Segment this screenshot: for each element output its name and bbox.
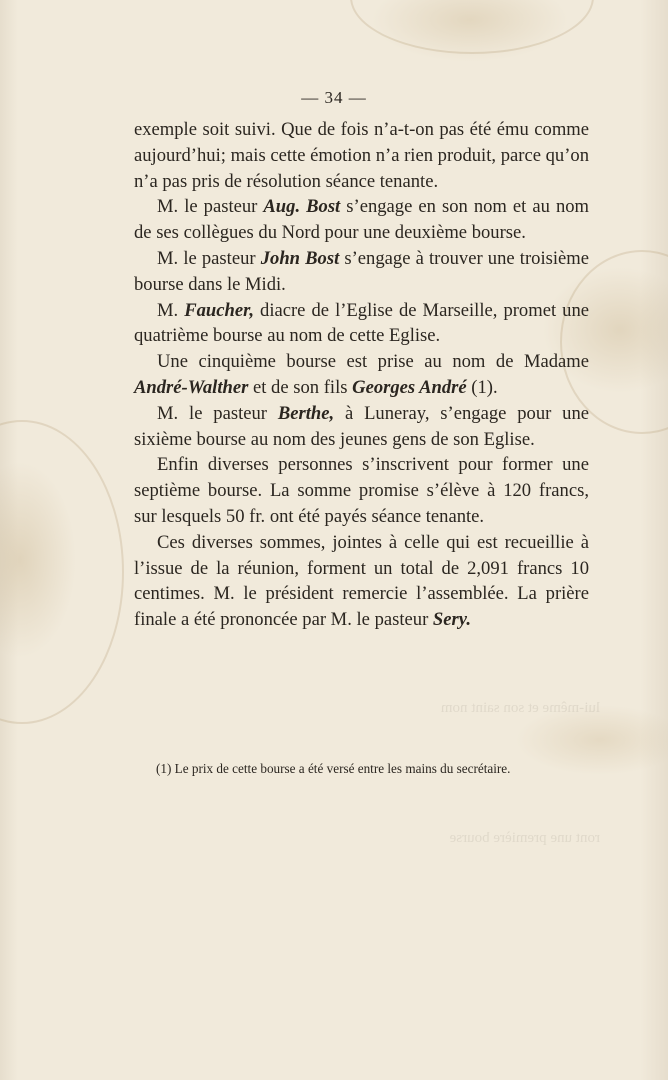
text-run: M. le pasteur [157,196,264,218]
paragraph [134,530,589,633]
italic-name: Berthe, [277,402,335,424]
bleed-through-text: ront une première bourse [449,830,600,846]
paragraph [134,401,589,453]
text-run: et de son fils [248,376,353,398]
text-run: exemple soit suivi. Que de fois n’a-t-on pas été ému comme aujourd’hui; mais cette émotion n’a rien produit, parce qu’on n’a pas pris de résolution séance tenante. [134,119,589,192]
italic-name: Aug. Bost [263,196,341,218]
paragraph [134,452,589,529]
text-run: Enfin diverses personnes s’inscrivent pour former une septième bourse. La somme promise s’élève à 120 francs, sur lesquels 50 fr. ont été payés séance tenante. [134,454,589,527]
text-run: (1). [466,376,498,398]
text-run: à Luneray, s’engage pour une sixième bourse au nom des jeunes gens de son Eglise. [134,402,589,450]
text-run: M. le pasteur [157,247,261,269]
paragraph [134,117,589,194]
paragraph [134,298,589,350]
text-run: diacre de l’Eglise de Marseille, promet une quatrième bourse au nom de cette Eglise. [134,299,589,347]
footnote: (1) Le prix de cette bourse a été versé entre les mains du secrétaire. [156,761,511,776]
text-run: s’engage à trouver une troisième bourse dans le Midi. [134,247,589,295]
paragraph [134,349,589,401]
text-run: M. le pasteur [157,402,278,424]
paragraph [134,194,589,246]
text-run: Ces diverses sommes, jointes à celle qui est recueillie à l’issue de la réunion, forment un total de 2,091 francs 10 centimes. M. le président remercie l’assemblée. La prière finale a été prononcée par M. le pasteur [134,531,589,631]
italic-name: Georges André [352,376,467,398]
text-run: M. [157,299,185,321]
text-run: Une cinquième bourse est prise au nom de Madame [157,351,589,373]
italic-name: André-Walther [134,376,249,398]
italic-name: John Bost [260,247,340,269]
italic-name: Sery. [432,609,471,631]
paragraph [134,246,589,298]
italic-name: Faucher, [184,299,254,321]
water-stain-top [350,0,594,54]
text-run: s’engage en son nom et au nom de ses collègues du Nord pour une deuxième bourse. [134,196,590,244]
page-number: — 34 — [301,88,367,107]
water-stain-middle [0,420,124,724]
bleed-through-text: lui-même et son saint nom [440,700,600,716]
body-text [134,117,589,633]
